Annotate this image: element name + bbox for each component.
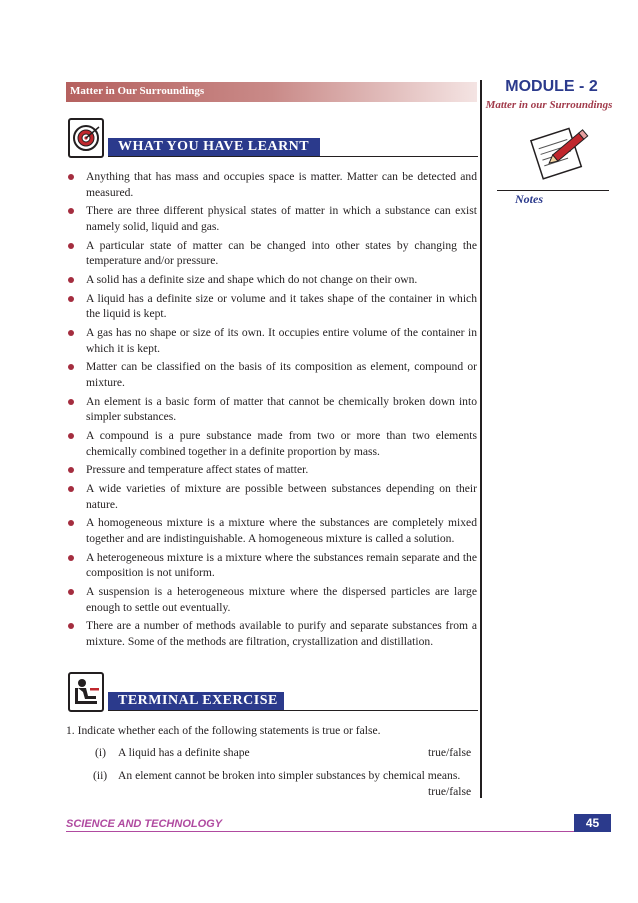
list-item: A solid has a definite size and shape which do not change on their own. [66, 272, 477, 288]
section-heading-rule [108, 156, 478, 157]
list-item: A gas has no shape or size of its own. It occupies entire volume of the container in which it is kept. [66, 325, 477, 357]
bullet-icon [68, 208, 74, 214]
bullet-icon [68, 243, 74, 249]
bullet-icon [68, 296, 74, 302]
item-answer: true/false [428, 746, 472, 759]
item-number: (i) [95, 746, 106, 759]
chapter-title: Matter in Our Surroundings [70, 85, 205, 97]
list-item: A heterogeneous mixture is a mixture where the substances remain separate and the composition is not uniform. [66, 550, 477, 582]
item-text: An element cannot be broken into simpler substances by chemical means. [118, 769, 461, 782]
bullet-icon [68, 486, 74, 492]
book-title: SCIENCE AND TECHNOLOGY [66, 818, 223, 830]
bullet-icon [68, 399, 74, 405]
list-item: A particular state of matter can be changed into other states by changing the temperature and/or pressure. [66, 238, 477, 270]
item-number: (ii) [93, 769, 108, 782]
list-item: Anything that has mass and occupies space is matter. Matter can be detected and measured. [66, 169, 477, 201]
bullet-icon [68, 364, 74, 370]
margin-divider [480, 80, 482, 798]
bullet-icon [68, 520, 74, 526]
list-item: There are a number of methods available to purify and separate substances from a mixture. Some of the methods are filtration, crystallization and distillation. [66, 618, 477, 650]
bullet-icon [68, 467, 74, 473]
target-icon [68, 118, 104, 158]
notes-pencil-icon [522, 123, 594, 183]
bullet-icon [68, 433, 74, 439]
student-desk-icon [68, 672, 104, 712]
notes-label: Notes [515, 192, 543, 206]
bullet-icon [68, 623, 74, 629]
section-heading-exercise: TERMINAL EXERCISE [108, 692, 284, 710]
notes-rule [497, 190, 609, 191]
list-item: A homogeneous mixture is a mixture where the substances are completely mixed together and are indistinguishable. A homogeneous mixture is called a solution. [66, 515, 477, 547]
module-subtitle: Matter in our Surroundings [485, 99, 613, 111]
summary-list [66, 169, 477, 653]
footer-rule [66, 831, 611, 832]
bullet-icon [68, 174, 74, 180]
list-item: Matter can be classified on the basis of its composition as element, compound or mixture. [66, 359, 477, 391]
bullet-icon [68, 555, 74, 561]
list-item: A wide varieties of mixture are possible between substances depending on their nature. [66, 481, 477, 513]
list-item: A suspension is a heterogeneous mixture where the dispersed particles are large enough to settle out eventually. [66, 584, 477, 616]
page-number: 45 [574, 814, 611, 832]
section-heading-learnt: WHAT YOU HAVE LEARNT [108, 138, 320, 156]
bullet-icon [68, 589, 74, 595]
item-answer: true/false [428, 785, 472, 798]
list-item: An element is a basic form of matter that cannot be chemically broken down into simpler substances. [66, 394, 477, 426]
item-text: A liquid has a definite shape [118, 746, 250, 759]
module-label: MODULE - 2 [505, 78, 598, 95]
list-item: A liquid has a definite size or volume and it takes shape of the container in which the liquid is kept. [66, 291, 477, 323]
bullet-icon [68, 277, 74, 283]
list-item: There are three different physical states of matter in which a substance can exist namely solid, liquid and gas. [66, 203, 477, 235]
list-item: Pressure and temperature affect states of matter. [66, 462, 477, 478]
list-item: A compound is a pure substance made from two or more than two elements chemically combined together in a definite proportion by mass. [66, 428, 477, 460]
question-1: 1. Indicate whether each of the following statements is true or false. [66, 724, 381, 737]
bullet-icon [68, 330, 74, 336]
section-heading-rule [108, 710, 478, 711]
